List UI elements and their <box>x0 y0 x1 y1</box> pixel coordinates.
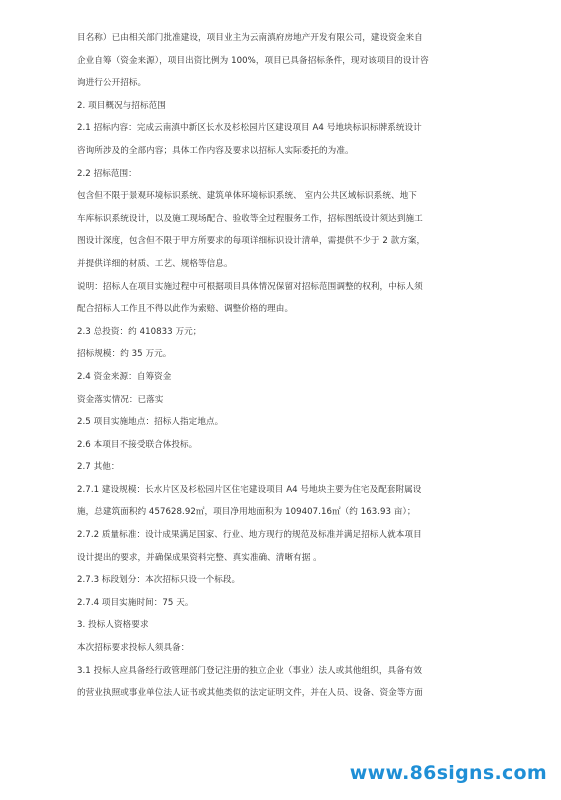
text-line: 车库标识系统设计，以及施工现场配合、验收等全过程服务工作，招标图纸设计须达到施工 <box>77 213 423 224</box>
text-line: 3. 投标人资格要求 <box>77 620 149 631</box>
text-line: 施，总建筑面积约 457628.92㎡，项目净用地面积为 109407.16㎡（约 163.93 亩）； <box>77 507 416 518</box>
text-line: 2.7.1 建设规模：长水片区及杉松园片区住宅建设项目 A4 号地块主要为住宅及配套附属设 <box>77 484 422 495</box>
text-line: 询进行公开招标。 <box>77 78 147 89</box>
text-line: 本次招标要求投标人须具备： <box>77 643 190 654</box>
text-line: 的营业执照或事业单位法人证书或其他类似的法定证明文件，并在人员、设备、资金等方面 <box>77 688 423 699</box>
text-line: 2.1 招标内容：完成云南滇中新区长水及杉松园片区建设项目 A4 号地块标识标牌系统设计 <box>77 123 422 134</box>
text-line: 包含但不限于景观环境标识系统、建筑单体环境标识系统、 室内公共区域标识系统、地下 <box>77 191 417 202</box>
text-line: 2.2 招标范围： <box>77 168 137 179</box>
text-line: 配合招标人工作且不得以此作为索赔、调整价格的理由。 <box>77 304 294 315</box>
text-line: 2.4 资金来源：自筹资金 <box>77 371 172 382</box>
text-line: 咨询所涉及的全部内容；具体工作内容及要求以招标人实际委托的为准。 <box>77 145 354 156</box>
text-line: 3.1 投标人应具备经行政管理部门登记注册的独立企业（事业）法人或其他组织，具备有效 <box>77 665 423 676</box>
text-line: 并提供详细的材质、工艺、规格等信息。 <box>77 258 233 269</box>
site-watermark: www.86signs.com <box>349 762 547 784</box>
text-line: 2.7.2 质量标准：设计成果满足国家、行业、地方现行的规范及标准并满足招标人就本项目 <box>77 530 422 541</box>
text-line: 招标规模：约 35 万元。 <box>77 349 172 360</box>
text-line: 企业自筹（资金来源），项目出资比例为 100%，项目已具备招标条件，现对该项目的设计咨 <box>77 55 429 66</box>
text-line: 图设计深度，包含但不限于甲方所要求的每项详细标识设计清单，需提供不少于 2 款方案， <box>77 236 426 247</box>
text-line: 说明：招标人在项目实施过程中可根据项目具体情况保留对招标范围调整的权利，中标人须 <box>77 281 423 292</box>
text-line: 2.6 本项目不接受联合体投标。 <box>77 439 198 450</box>
text-line: 设计提出的要求，并确保成果资料完整、真实准确、清晰有据 。 <box>77 552 322 563</box>
text-line: 2.5 项目实施地点：招标人指定地点。 <box>77 417 224 428</box>
text-line: 2.7.3 标段划分：本次招标只设一个标段。 <box>77 575 241 586</box>
text-line: 资金落实情况：已落实 <box>77 394 164 405</box>
text-line: 2.3 总投资：约 410833 万元； <box>77 326 202 337</box>
text-line: 2. 项目概况与招标范围 <box>77 100 166 111</box>
document-body <box>77 27 492 705</box>
text-line: 2.7 其他： <box>77 462 120 473</box>
text-line: 目名称）已由相关部门批准建设，项目业主为云南滇府房地产开发有限公司，建设资金来自 <box>77 33 423 43</box>
text-line: 2.7.4 项目实施时间：75 天。 <box>77 597 194 608</box>
